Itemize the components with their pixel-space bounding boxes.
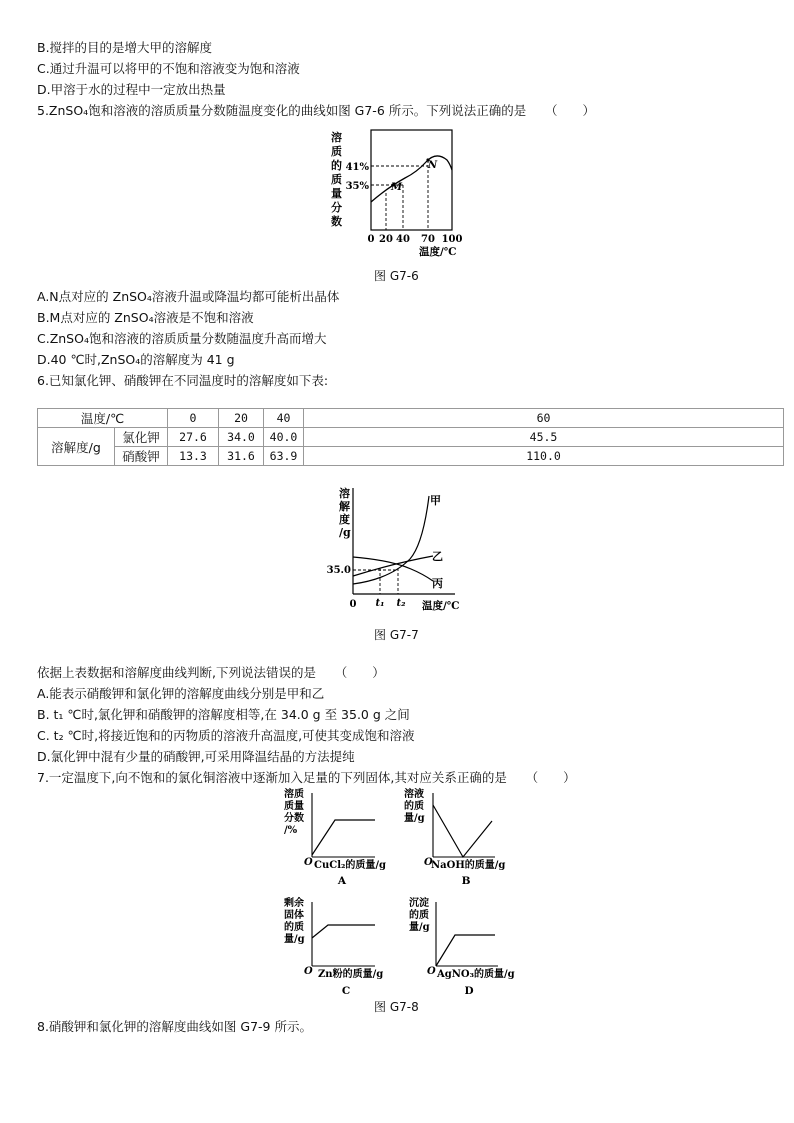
g76-label-n: N	[428, 160, 438, 171]
g77-t2: t₂	[396, 598, 406, 609]
g77-label-jia: 甲	[430, 494, 441, 507]
g78-c-ylabel-3: 量/g	[284, 934, 305, 945]
g77-t1: t₁	[375, 598, 385, 609]
g77-curve-bing	[353, 557, 433, 581]
q6-stem: 6.已知氯化钾、硝酸钾在不同温度时的溶解度如下表:	[37, 373, 329, 388]
q6-option-c: C. t₂ ℃时,将接近饱和的丙物质的溶液升高温度,可使其变成饱和溶液	[37, 728, 415, 743]
g76-xtick-100: 100	[441, 234, 463, 245]
g76-xtick-20: 20	[379, 234, 393, 245]
g76-ylabel-3: 质	[331, 173, 342, 186]
q5-option-b: B.M点对应的 ZnSO₄溶液是不饱和溶液	[37, 310, 254, 325]
g76-plot-frame	[371, 130, 452, 230]
g78-c-line	[312, 925, 375, 938]
g76-xlabel: 温度/℃	[419, 246, 457, 258]
q5-option-a: A.N点对应的 ZnSO₄溶液升温或降温均都可能析出晶体	[37, 289, 340, 304]
g76-caption: 图 G7-6	[374, 269, 419, 283]
g78-b-ylabel-2: 量/g	[404, 813, 425, 824]
g77-ylabel-3: /g	[339, 526, 351, 539]
table-temp-header: 温度/℃	[38, 409, 168, 428]
g76-ylabel-2: 的	[331, 159, 342, 172]
table-cell: 34.0	[219, 428, 264, 447]
table-cell: 40.0	[264, 428, 304, 447]
g78-a-ylabel-0: 溶质	[284, 789, 304, 800]
g78-b-ylabel-0: 溶液	[404, 789, 424, 800]
table-temp-0: 0	[168, 409, 219, 428]
q5-option-c: C.ZnSO₄饱和溶液的溶质质量分数随温度升高而增大	[37, 331, 327, 346]
g78-a-xlabel: CuCl₂的质量/g	[314, 860, 387, 871]
g78-a-ylabel-3: /%	[284, 825, 298, 836]
figure-g7-7	[325, 484, 475, 614]
g78-caption: 图 G7-8	[374, 1000, 419, 1014]
table-cell: 13.3	[168, 447, 219, 466]
g77-curve-jia	[353, 496, 429, 584]
table-row	[38, 447, 784, 466]
g78-d-xlabel: AgNO₃的质量/g	[437, 969, 515, 980]
g78-c-ylabel-0: 剩余	[284, 898, 304, 909]
g76-ylabel-1: 质	[331, 145, 342, 158]
q4-option-d: D.甲溶于水的过程中一定放出热量	[37, 82, 226, 97]
g78-d-line	[436, 935, 495, 966]
table-row-name: 硝酸钾	[115, 447, 168, 466]
q5-stem: 5.ZnSO₄饱和溶液的溶质质量分数随温度变化的曲线如图 G7-6 所示。下列说法正确的是 （ ）	[37, 103, 595, 118]
table-cell: 27.6	[168, 428, 219, 447]
g76-xtick-40: 40	[396, 234, 410, 245]
g76-curve	[371, 156, 452, 202]
g76-label-m: M	[391, 182, 403, 193]
table-row	[38, 428, 784, 447]
g77-ytick-35: 35.0	[326, 565, 351, 576]
g78-graph-b	[404, 787, 505, 887]
q5-option-d: D.40 ℃时,ZnSO₄的溶解度为 41 g	[37, 352, 235, 367]
g78-d-ylabel-0: 沉淀	[409, 898, 429, 909]
g78-graph-c	[284, 896, 383, 997]
g77-label-bing: 丙	[432, 577, 443, 590]
g78-d-origin: O	[427, 966, 436, 977]
g78-a-ylabel-1: 质量	[284, 801, 304, 812]
g76-ytick-35: 35%	[345, 181, 369, 192]
table-temp-20: 20	[219, 409, 264, 428]
table-cell: 45.5	[304, 428, 784, 447]
q4-option-c: C.通过升温可以将甲的不饱和溶液变为饱和溶液	[37, 61, 300, 76]
g78-b-xlabel: NaOH的质量/g	[431, 860, 506, 871]
g78-a-letter: A	[337, 875, 347, 887]
g77-ylabel-0: 溶	[339, 487, 350, 500]
g77-xlabel: 温度/℃	[422, 600, 460, 612]
g78-a-ylabel-2: 分数	[284, 813, 304, 824]
g77-ylabel-2: 度	[339, 513, 350, 526]
figure-g7-8	[280, 785, 520, 997]
g78-c-letter: C	[341, 985, 351, 997]
g76-ylabel-4: 量	[331, 187, 342, 200]
g76-ytick-41: 41%	[345, 162, 369, 173]
g77-origin: 0	[349, 599, 357, 610]
g77-caption: 图 G7-7	[374, 628, 419, 642]
g77-label-yi: 乙	[432, 550, 443, 563]
table-row-group: 溶解度/g	[38, 428, 115, 466]
g78-c-origin: O	[304, 966, 313, 977]
g76-xtick-70: 70	[421, 234, 435, 245]
g76-xtick-0: 0	[367, 234, 375, 245]
g78-graph-a	[284, 787, 386, 887]
g78-a-origin: O	[304, 857, 313, 868]
g78-c-ylabel-1: 固体	[284, 910, 304, 921]
g78-c-xlabel: Zn粉的质量/g	[318, 969, 384, 980]
g78-d-ylabel-2: 量/g	[409, 922, 430, 933]
g78-a-line	[312, 820, 375, 855]
q7-stem: 7.一定温度下,向不饱和的氯化铜溶液中逐渐加入足量的下列固体,其对应关系正确的是 （ ）	[37, 770, 576, 785]
q6-question: 依据上表数据和溶解度曲线判断,下列说法错误的是 （ ）	[37, 665, 385, 680]
table-temp-40: 40	[264, 409, 304, 428]
g78-c-ylabel-2: 的质	[284, 922, 304, 933]
g77-ylabel-1: 解	[339, 500, 350, 513]
g78-d-ylabel-1: 的质	[409, 910, 429, 921]
g77-curve-yi	[353, 556, 433, 576]
g78-graph-d	[408, 896, 515, 997]
g76-ylabel-5: 分	[331, 201, 342, 214]
table-row-name: 氯化钾	[115, 428, 168, 447]
g78-b-line	[433, 805, 492, 857]
q6-option-a: A.能表示硝酸钾和氯化钾的溶解度曲线分别是甲和乙	[37, 686, 325, 701]
q8-stem: 8.硝酸钾和氯化钾的溶解度曲线如图 G7-9 所示。	[37, 1019, 312, 1034]
g76-ylabel-6: 数	[331, 215, 342, 228]
g78-b-ylabel-1: 的质	[404, 801, 424, 812]
g78-b-letter: B	[461, 875, 471, 887]
table-cell: 31.6	[219, 447, 264, 466]
table-cell: 110.0	[304, 447, 784, 466]
table-row	[38, 409, 784, 428]
g78-d-letter: D	[464, 985, 474, 997]
g78-b-origin: O	[424, 857, 433, 868]
q6-option-b: B. t₁ ℃时,氯化钾和硝酸钾的溶解度相等,在 34.0 g 至 35.0 g 之间	[37, 707, 410, 722]
table-temp-60: 60	[304, 409, 784, 428]
solubility-table	[37, 408, 784, 466]
g76-ylabel-0: 溶	[331, 131, 342, 144]
q4-option-b: B.搅拌的目的是增大甲的溶解度	[37, 40, 213, 55]
table-cell: 63.9	[264, 447, 304, 466]
q6-option-d: D.氯化钾中混有少量的硝酸钾,可采用降温结晶的方法提纯	[37, 749, 355, 764]
figure-g7-6	[325, 126, 475, 260]
